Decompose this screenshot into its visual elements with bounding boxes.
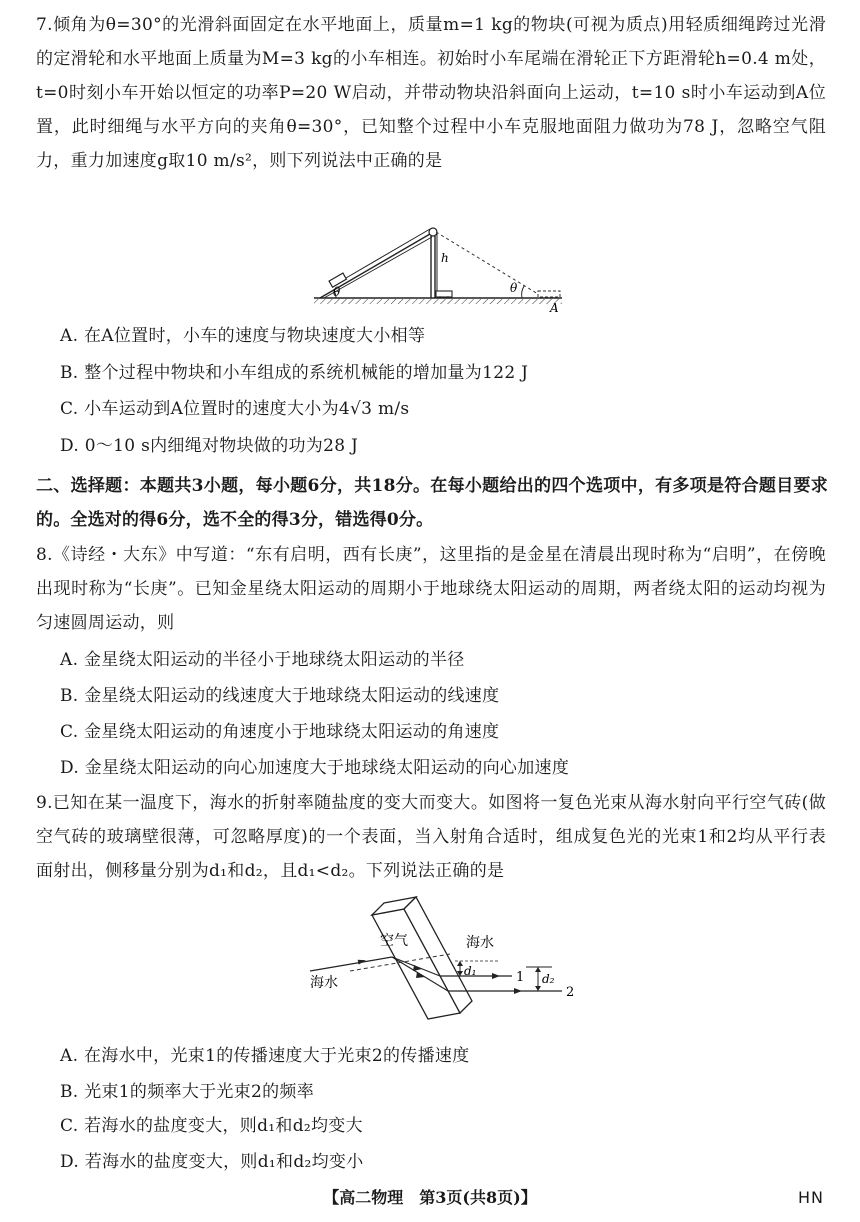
question-8-option-d: D. 金星绕太阳运动的向心加速度大于地球绕太阳运动的向心加速度	[60, 758, 570, 778]
d2-label: d₂	[542, 972, 555, 986]
question-9-option-b: B. 光束1的频率大于光束2的频率	[60, 1082, 315, 1102]
question-7-option-d: D. 0～10 s内细绳对物块做的功为28 J	[60, 436, 359, 456]
beam-1-label: 1	[516, 970, 525, 985]
question-7-option-b: B. 整个过程中物块和小车组成的系统机械能的增加量为122 J	[60, 363, 529, 383]
rope-incline	[346, 229, 430, 278]
theta-left-label: θ	[333, 285, 341, 299]
footer-region-code: HN	[798, 1188, 824, 1207]
section-2-heading: 二、选择题：本题共3小题，每小题6分，共18分。在每小题给出的四个选项中，有多项是符合题目要求的。全选对的得6分，选不全的得3分，错选得0分。	[36, 476, 828, 530]
pulley	[429, 228, 437, 236]
incident-beam	[310, 957, 392, 971]
footer-page-info: 【高二物理 第3页(共8页)】	[323, 1188, 537, 1207]
air-brick-refraction-diagram	[300, 895, 590, 1025]
question-8-option-a: A. 金星绕太阳运动的半径小于地球绕太阳运动的半径	[60, 650, 465, 670]
air-label: 空气	[380, 933, 408, 949]
A-label: A	[550, 301, 559, 314]
question-7-stem: 7.倾角为θ=30°的光滑斜面固定在水平地面上，质量m=1 kg的物块(可视为质点)用轻质细绳跨过光滑的定滑轮和水平地面上质量为M=3 kg的小车相连。初始时小车尾端在滑轮正下方距滑轮h=0.4 m处，t=0时刻小车开始以恒定的功率P=20 W启动，并带动物块沿斜面向上运动，t=10 s时小车运动到A位置，此时细绳与水平方向的夹角θ=30°，已知整个过程中小车克服地面阻力做功为78 J，忽略空气阻力，重力加速度g取10 m/s²，则下列说法中正确的是	[36, 15, 826, 171]
question-7-option-c: C. 小车运动到A位置时的速度大小为4√3 m/s	[60, 399, 410, 419]
theta-right-label: θ	[510, 281, 518, 295]
car-at-A	[538, 291, 560, 297]
question-9-option-d: D. 若海水的盐度变大，则d₁和d₂均变小	[60, 1152, 364, 1172]
car-initial	[436, 291, 452, 297]
sea-water-left-label: 海水	[310, 975, 338, 991]
d1-label: d₁	[464, 964, 477, 978]
sea-water-right-label: 海水	[466, 935, 494, 951]
question-8-stem: 8.《诗经・大东》中写道：“东有启明，西有长庚”，这里指的是金星在清晨出现时称为“启明”，在傍晚出现时称为“长庚”。已知金星绕太阳运动的周期小于地球绕太阳运动的周期，两者绕太阳的运动均视为匀速圆周运动，则	[36, 545, 826, 633]
beam-2-label: 2	[566, 985, 575, 1000]
question-9-option-c: C. 若海水的盐度变大，则d₁和d₂均变大	[60, 1116, 363, 1136]
question-7-figure	[310, 222, 570, 314]
question-9-figure	[300, 895, 590, 1025]
ground-hatch	[314, 299, 562, 304]
question-9-stem: 9.已知在某一温度下，海水的折射率随盐度的变大而变大。如图将一复色光束从海水射向平行空气砖(做空气砖的玻璃壁很薄，可忽略厚度)的一个表面，当入射角合适时，组成复色光的光束1和2均从平行表面射出，侧移量分别为d₁和d₂，且d₁<d₂。下列说法正确的是	[36, 793, 826, 881]
h-label: h	[441, 251, 449, 265]
rope-to-A	[436, 232, 538, 294]
question-8-option-b: B. 金星绕太阳运动的线速度大于地球绕太阳运动的线速度	[60, 686, 500, 706]
question-7-option-a: A. 在A位置时，小车的速度与物块速度大小相等	[60, 326, 426, 346]
incline-pulley-diagram	[310, 222, 570, 314]
question-8-option-c: C. 金星绕太阳运动的角速度小于地球绕太阳运动的角速度	[60, 722, 500, 742]
question-9-option-a: A. 在海水中，光束1的传播速度大于光束2的传播速度	[60, 1046, 470, 1066]
